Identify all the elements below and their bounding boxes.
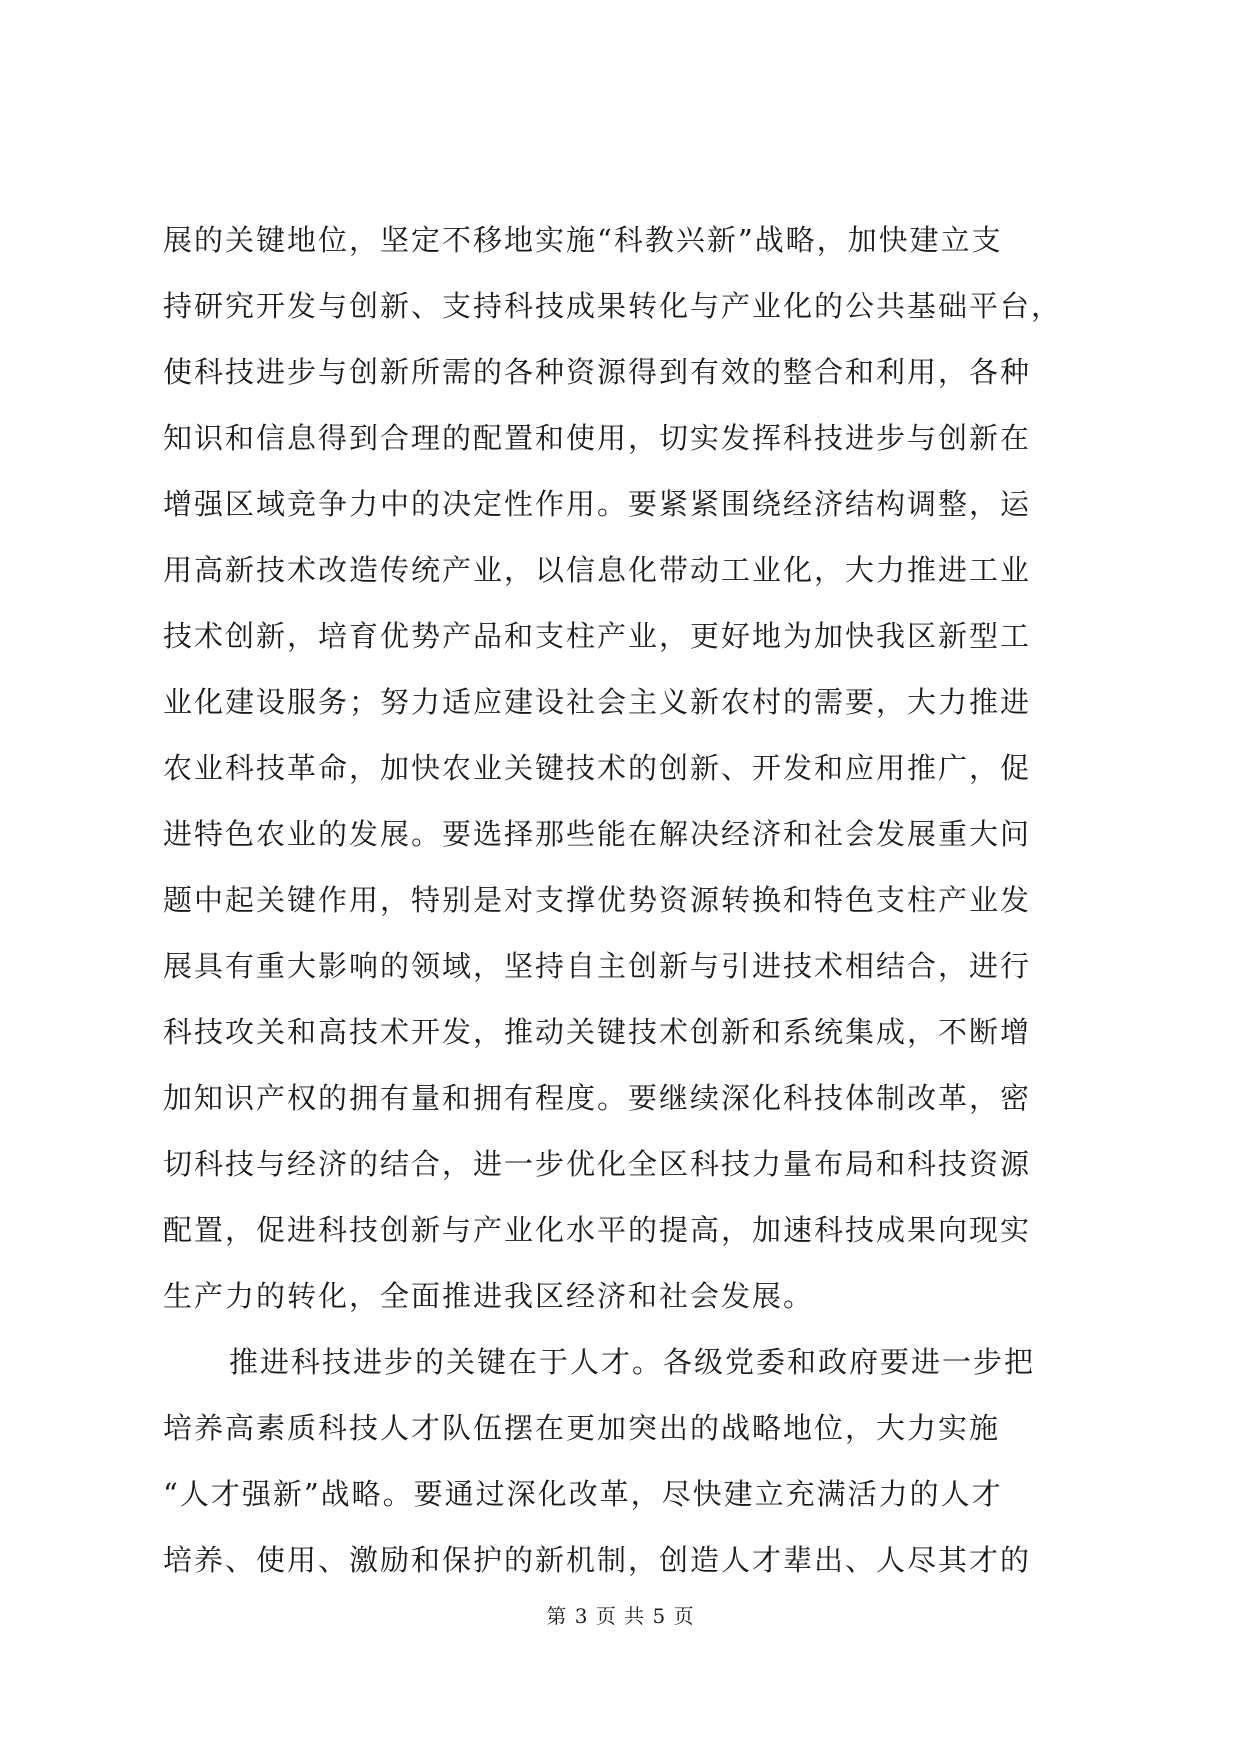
text-line: 科技攻关和高技术开发，推动关键技术创新和系统集成，不断增	[163, 1015, 1032, 1049]
text-line: 持研究开发与创新、支持科技成果转化与产业化的公共基础平台，	[163, 289, 1063, 323]
text-line: 配置，促进科技创新与产业化水平的提高，加速科技成果向现实	[163, 1213, 1032, 1247]
text-line: 增强区域竞争力中的决定性作用。要紧紧围绕经济结构调整，运	[163, 487, 1032, 521]
text-line: 技术创新，培育优势产品和支柱产业，更好地为加快我区新型工	[163, 619, 1032, 653]
text-line: 用高新技术改造传统产业，以信息化带动工业化，大力推进工业	[163, 553, 1032, 587]
page-footer	[0, 1600, 1241, 1629]
text-line: 知识和信息得到合理的配置和使用，切实发挥科技进步与创新在	[163, 421, 1032, 455]
text-line: 业化建设服务；努力适应建设社会主义新农村的需要，大力推进	[163, 685, 1032, 719]
paragraph-start-line: 推进科技进步的关键在于人才。各级党委和政府要进一步把	[229, 1345, 1036, 1379]
text-line: 题中起关键作用，特别是对支撑优势资源转换和特色支柱产业发	[163, 883, 1032, 917]
text-line: 进特色农业的发展。要选择那些能在解决经济和社会发展重大问	[163, 817, 1032, 851]
text-line: “人才强新”战略。要通过深化改革，尽快建立充满活力的人才	[163, 1477, 1003, 1511]
text-line: 培养、使用、激励和保护的新机制，创造人才辈出、人尽其才的	[163, 1543, 1032, 1577]
text-line: 农业科技革命，加快农业关键技术的创新、开发和应用推广，促	[163, 751, 1032, 785]
text-line: 生产力的转化，全面推进我区经济和社会发展。	[163, 1279, 815, 1313]
text-line: 使科技进步与创新所需的各种资源得到有效的整合和利用，各种	[163, 355, 1032, 389]
body-text	[163, 207, 1083, 1593]
text-line: 培养高素质科技人才队伍摆在更加突出的战略地位，大力实施	[163, 1411, 1001, 1445]
text-line: 展的关键地位，坚定不移地实施“科教兴新”战略，加快建立支	[163, 223, 1003, 257]
text-line: 加知识产权的拥有量和拥有程度。要继续深化科技体制改革，密	[163, 1081, 1032, 1115]
text-line: 切科技与经济的结合，进一步优化全区科技力量布局和科技资源	[163, 1147, 1032, 1181]
text-line: 展具有重大影响的领域，坚持自主创新与引进技术相结合，进行	[163, 949, 1032, 983]
page-indicator: 第 3 页 共 5 页	[546, 1604, 695, 1628]
